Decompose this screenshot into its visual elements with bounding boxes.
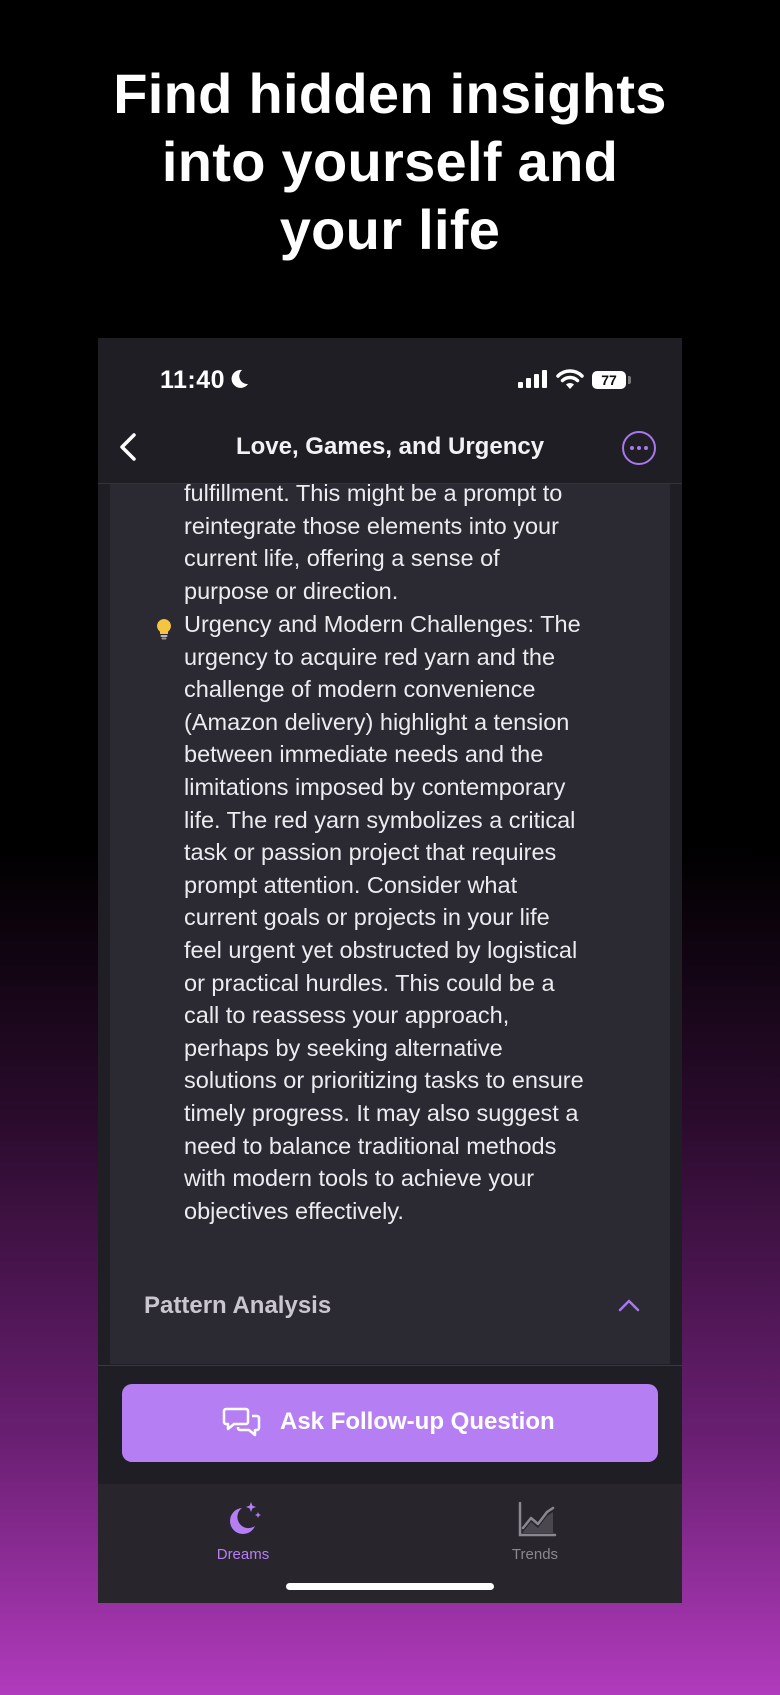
chat-bubbles-icon xyxy=(222,1406,262,1440)
text-line: fulfillment. This might be a prompt to xyxy=(184,484,563,506)
text-line: limitations imposed by contemporary xyxy=(184,773,566,800)
text-line: challenge of modern convenience xyxy=(184,676,536,703)
more-dot-icon xyxy=(630,446,634,450)
text-line: timely progress. It may also suggest a xyxy=(184,1099,579,1126)
ask-follow-up-button[interactable] xyxy=(122,1384,658,1462)
text-line: task or passion project that requires xyxy=(184,839,557,866)
more-options-button[interactable] xyxy=(622,431,656,465)
back-chevron-icon[interactable] xyxy=(110,427,150,467)
text-line: feel urgent yet obstructed by logistical xyxy=(184,936,578,963)
more-dot-icon xyxy=(637,446,641,450)
text-line: prompt attention. Consider what xyxy=(184,871,518,898)
paragraph-fulfillment xyxy=(184,484,634,607)
text-line: Urgency and Modern Challenges: The xyxy=(184,611,581,637)
home-indicator[interactable] xyxy=(286,1583,494,1590)
tab-dreams-label: Dreams xyxy=(216,1546,270,1563)
text-line: between immediate needs and the xyxy=(184,741,544,768)
text-line: or practical hurdles. This could be a xyxy=(184,969,555,996)
text-line: current life, offering a sense of xyxy=(184,545,500,572)
pattern-analysis-header[interactable]: Pattern Analysis xyxy=(144,1292,332,1319)
text-line: current goals or projects in your life xyxy=(184,904,550,931)
headline-line-2: into yourself and xyxy=(161,130,619,193)
text-line: call to reassess your approach, xyxy=(184,1002,510,1029)
text-line: reintegrate those elements into your xyxy=(184,512,559,539)
signal-icon xyxy=(518,370,548,388)
tab-trends[interactable] xyxy=(435,1484,635,1574)
nav-bar xyxy=(98,413,682,484)
tab-bar xyxy=(98,1484,682,1603)
phone-screen xyxy=(98,338,682,1603)
text-line: need to balance traditional methods xyxy=(184,1132,557,1159)
battery-tip xyxy=(628,376,631,384)
headline-line-1: Find hidden insights xyxy=(113,62,667,125)
moon-stars-icon xyxy=(225,1500,263,1538)
ask-follow-up-label: Ask Follow-up Question xyxy=(280,1408,555,1435)
headline xyxy=(0,60,780,264)
text-line: with modern tools to achieve your xyxy=(184,1165,535,1192)
status-time: 11:40 xyxy=(160,366,226,394)
chevron-up-icon[interactable] xyxy=(618,1298,640,1312)
bottom-panel xyxy=(98,1365,682,1603)
headline-line-3: your life xyxy=(279,198,501,261)
text-line: urgency to acquire red yarn and the xyxy=(184,643,556,670)
tab-dreams[interactable] xyxy=(143,1484,343,1574)
battery-indicator: 77 xyxy=(592,371,626,389)
lightbulb-icon xyxy=(156,618,172,640)
text-line: objectives effectively. xyxy=(184,1197,404,1224)
interpretation-content[interactable] xyxy=(110,484,670,1364)
text-line: (Amazon delivery) highlight a tension xyxy=(184,708,570,735)
text-line: life. The red yarn symbolizes a critical xyxy=(184,806,576,833)
tab-trends-label: Trends xyxy=(511,1546,559,1563)
wifi-icon xyxy=(556,368,584,390)
line-chart-icon xyxy=(517,1500,557,1538)
moon-icon xyxy=(228,368,250,390)
paragraph-urgency xyxy=(184,608,634,1227)
more-dot-icon xyxy=(644,446,648,450)
status-bar xyxy=(98,338,682,413)
text-line: perhaps by seeking alternative xyxy=(184,1034,503,1061)
text-line: solutions or prioritizing tasks to ensure xyxy=(184,1067,584,1094)
page-title: Love, Games, and Urgency xyxy=(235,433,545,460)
text-line: purpose or direction. xyxy=(184,577,399,604)
